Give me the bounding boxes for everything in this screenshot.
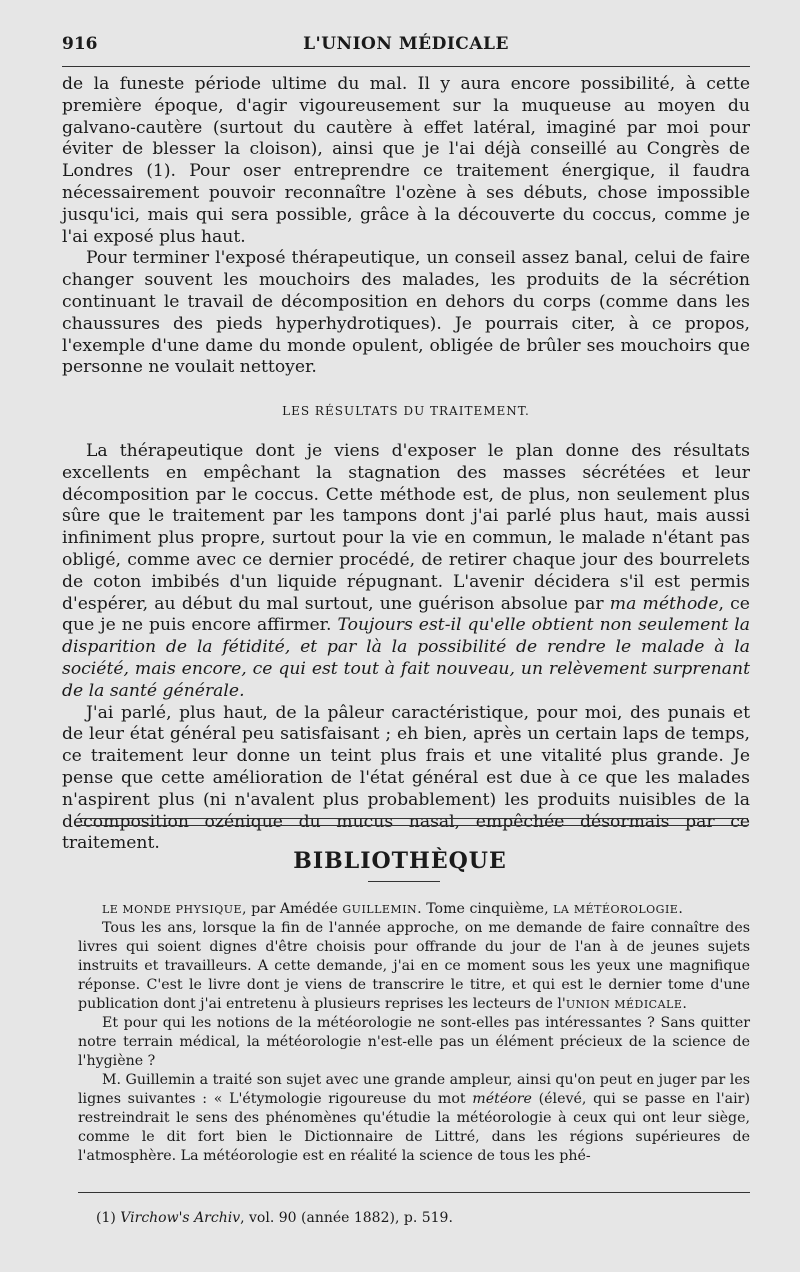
page-number: 916 xyxy=(62,34,98,54)
text-run: , ce que je ne puis encore affirmer. xyxy=(62,593,750,636)
paragraph xyxy=(78,919,750,1014)
paragraph xyxy=(78,1071,750,1166)
bibliotheque-body xyxy=(78,900,750,1166)
text-run: . Tome cinquième, xyxy=(417,901,554,917)
text-run: , par Amédée xyxy=(242,901,343,917)
running-title: L'UNION MÉDICALE xyxy=(303,34,509,54)
book-title: LE MONDE PHYSIQUE xyxy=(102,903,243,916)
journal-name: UNION MÉDICALE xyxy=(565,998,683,1011)
text-run: La thérapeutique dont je viens d'exposer le plan donne des résultats excellents en empêchant la stagnation des masses sécrétées et leur décomposition par le coccus. Cette méthode est, de plus, non seulement plus sûre que le traitement par les tampons dont j'ai parlé plus haut, mais aussi infiniment plus propre, surtout pour la vie en commun, le malade n'étant pas obligé, comme avec ce dernier procédé, de retirer chaque jour des bourrelets de coton imbibés d'un liquide répugnant. L'avenir décidera s'il est permis d'espérer, au début du mal surtout, une guérison absolue par xyxy=(62,440,750,614)
paragraph xyxy=(62,441,750,703)
article-body xyxy=(62,74,750,855)
text-run: MÉTÉOROLOGIE xyxy=(573,903,679,916)
footnote xyxy=(96,1210,453,1226)
book-author: GUILLEMIN xyxy=(342,903,418,916)
paragraph: de la funeste période ultime du mal. Il y aura encore possibilité, à cette première époque, d'agir vigoureusement sur la muqueuse au moyen du galvano-cautère (surtout du cautère à effet latéral, imaginé par moi pour éviter de blesser la cloison), ainsi que je l'ai déjà conseillé au Congrès de Londres (1). Pour oser entreprendre ce traitement énergique, il faudra nécessairement pouvoir reconnaître l'ozène à ses débuts, chose impossible jusqu'ici, mais qui sera possible, grâce à la découverte du coccus, comme je l'ai exposé plus haut. xyxy=(62,74,750,247)
bibliotheque-title: BIBLIOTHÈQUE xyxy=(293,848,507,874)
italic-run: Toujours est-il qu'elle obtient non seulement la disparition de la fétidité, et par là la possibilité de rendre le malade à la société, mais encore, ce qui est tout à fait nouveau, un relèvement surprenant de la santé générale. xyxy=(62,615,750,701)
footnote-rule xyxy=(78,1192,750,1193)
paragraph: Et pour qui les notions de la météorologie ne sont-elles pas intéressantes ? Sans quitter notre terrain médical, la météorologie n'est-elle pas un élément précieux de la science de l'hygiène ? xyxy=(78,1015,750,1069)
text-run: Tous les ans, lorsque la fin de l'année approche, on me demande de faire connaître des livres qui soient dignes d'être choisis pour offrande du jour de l'an à de jeunes sujets instruits et travailleurs. A cette demande, j'ai en ce moment sous les yeux une magnifique réponse. C'est le livre dont je viens de transcrire le titre, et qui est le dernier tome d'une publication dont j'ai entretenu à plusieurs reprises les lecteurs de l' xyxy=(78,920,750,1012)
text-run: M. Guillemin a traité son sujet avec une grande ampleur, ainsi qu'on peut en juger par les lignes suivantes : « L'étymologie rigoureuse du mot xyxy=(78,1072,750,1107)
paragraph: J'ai parlé, plus haut, de la pâleur caractéristique, pour moi, des punais et de leur état général peu satisfaisant ; eh bien, après un certain laps de temps, ce traitement leur donne un teint plus frais et une vitalité plus grande. Je pense que cette amélioration de l'état général est due à ce que les malades n'aspirent plus (ni n'avalent plus probablement) les produits nuisibles de la décomposition ozénique du mucus nasal, empêchée désormais par ce traitement. xyxy=(62,702,750,854)
footnote-mark: (1) xyxy=(96,1210,121,1226)
section-divider xyxy=(76,818,748,826)
paragraph: Pour terminer l'exposé thérapeutique, un conseil assez banal, celui de faire changer souvent les mouchoirs des malades, les produits de la sécrétion continuant le travail de décomposition en dehors du corps (comme dans les chaussures des pieds hyperhydrotiques). Je pourrais citer, à ce propos, l'exemple d'une dame du monde opulent, obligée de brûler ses mouchoirs que personne ne voulait nettoyer. xyxy=(62,248,750,378)
text-run: , vol. 90 (année 1882), p. 519. xyxy=(240,1210,453,1226)
text-run: (élevé, qui se passe en l'air) restreindrait le sens des phénomènes qu'étudie la météorologie à ceux qui ont leur siège, comme le dit fort bien le Dictionnaire de Littré, dans les régions supérieures de l'atmosphère. La météorologie est en réalité la science de tous les phé- xyxy=(78,1091,750,1164)
footnote-source: Virchow's Archiv xyxy=(120,1210,241,1226)
italic-run: ma méthode xyxy=(609,593,719,614)
text-run: . xyxy=(682,996,687,1012)
section-heading: LES RÉSULTATS DU TRAITEMENT. xyxy=(282,404,530,419)
text-run: LA xyxy=(553,903,570,916)
header-rule xyxy=(62,66,750,67)
title-rule xyxy=(368,881,440,882)
page-header xyxy=(62,32,750,60)
book-reference xyxy=(78,900,750,919)
text-run: . xyxy=(678,901,683,917)
italic-run: météore xyxy=(472,1091,532,1107)
